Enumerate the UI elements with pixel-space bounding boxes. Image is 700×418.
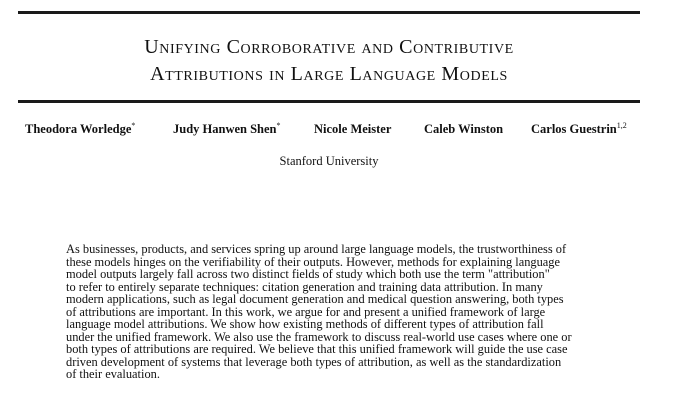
- author-name: Caleb Winston: [424, 122, 504, 136]
- author: [424, 122, 503, 137]
- abstract-line: both types of attributions are required. We believe that this unified framework will guide the use case: [66, 342, 568, 356]
- author-mark: 1,2: [616, 120, 627, 130]
- author: [173, 122, 281, 137]
- abstract-line: to refer to entirely separate techniques: citation generation and training data attribution. In many: [66, 279, 543, 294]
- author-mark: *: [276, 120, 281, 130]
- abstract-line: model outputs largely fall across two distinct fields of study which both use the term "attribution": [66, 267, 550, 281]
- abstract-line: modern applications, such as legal document generation and medical question answering, both types: [66, 292, 564, 306]
- author-name: Theodora Worledge: [25, 122, 132, 136]
- author-mark: *: [131, 120, 136, 130]
- author-list: [0, 122, 700, 142]
- author: [531, 122, 627, 137]
- abstract-line: of attributions are important. In this work, we argue for and present a unified framework of large: [66, 304, 546, 319]
- abstract-line: language model attributions. We show how existing methods of different types of attribution fall: [66, 317, 544, 331]
- affiliation: Stanford University: [279, 154, 379, 168]
- abstract-line: As businesses, products, and services spring up around large language models, the trustworthiness of: [66, 242, 567, 256]
- author: [314, 122, 391, 137]
- title-bottom-rule: [18, 100, 640, 103]
- abstract-line: under the unified framework. We also use the framework to discuss real-world use cases where one or: [66, 329, 572, 344]
- author-name: Carlos Guestrin: [531, 122, 617, 136]
- abstract-line: of their evaluation.: [66, 367, 160, 381]
- paper-title: [18, 34, 640, 88]
- title-top-rule: [18, 11, 640, 14]
- title-line: Attributions in Large Language Models: [150, 63, 508, 85]
- abstract-line: driven development of systems that leverage both types of attribution, as well as the standardization: [66, 354, 562, 369]
- author-name: Nicole Meister: [314, 122, 392, 136]
- abstract-line: these models hinges on the verifiability of their outputs. However, methods for explaining language: [66, 254, 560, 269]
- author: [25, 122, 135, 137]
- abstract: [66, 243, 609, 381]
- author-name: Judy Hanwen Shen: [173, 122, 277, 136]
- title-line: Unifying Corroborative and Contributive: [144, 36, 514, 58]
